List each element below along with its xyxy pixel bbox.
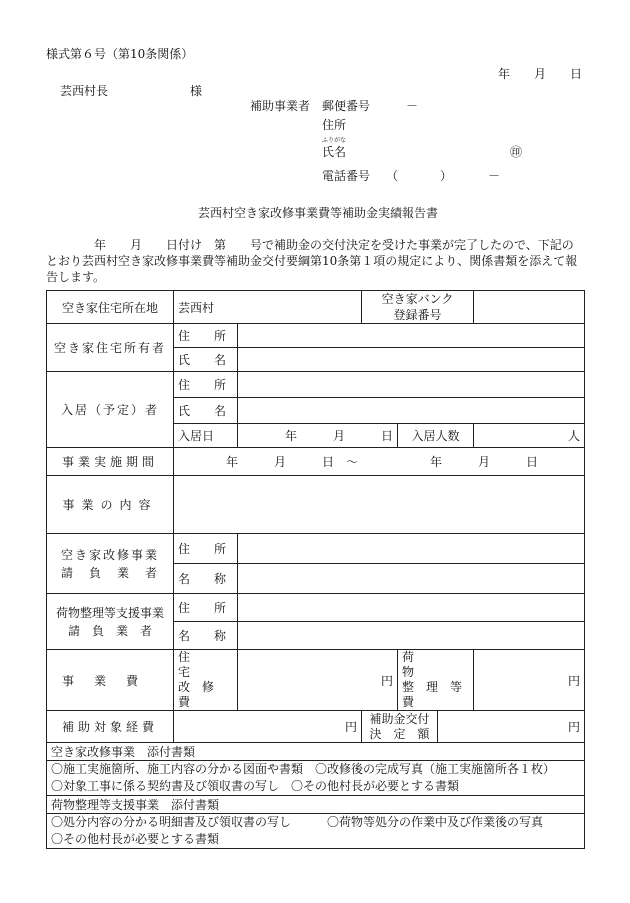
move-in-label: 入居日 <box>174 424 238 448</box>
resident-name-label: 氏 名 <box>174 398 238 424</box>
house-renov-yen: 円 <box>238 650 398 711</box>
location-label: 空き家住宅所在地 <box>47 291 174 324</box>
period-label: 事業実施期間 <box>47 448 174 476</box>
postal-label: 郵便番号 <box>322 99 371 113</box>
cleanup-attach-title: 荷物整理等支援事業 添付書類 <box>47 796 585 814</box>
bank-label-line2: 登録番号 <box>393 308 442 322</box>
decided-line2: 決 定 額 <box>369 726 430 741</box>
subsidy-target-yen: 円 <box>174 711 362 743</box>
resident-address-label: 住 所 <box>174 372 238 398</box>
postal-dash: － <box>406 99 419 113</box>
content-value <box>174 476 585 534</box>
cost-label: 事業費 <box>47 650 174 711</box>
cleanup-company-label: 名 称 <box>174 622 238 650</box>
renov-contractor-line1: 空き家改修事業 <box>60 547 159 562</box>
location-value: 芸西村 <box>174 291 362 324</box>
cleanup-cost-line2: 整 理 等 費 <box>402 680 475 709</box>
owner-name-value <box>238 348 585 372</box>
cleanup-contractor-line2: 請 負 業 者 <box>67 623 152 638</box>
owner-address-label: 住 所 <box>174 324 238 348</box>
cleanup-cost-yen: 円 <box>474 650 585 711</box>
furigana-label: ふりがな <box>322 137 347 144</box>
house-renov-line2: 改 修 費 <box>178 680 227 709</box>
renov-attach-line2: 〇対象工事に係る契約書及び領収書の写し 〇その他村長が必要とする書類 <box>51 779 460 793</box>
bank-label-line1: 空き家バンク <box>381 292 454 306</box>
house-renov-label <box>174 650 238 711</box>
renov-company-value <box>238 564 585 594</box>
house-renov-line1: 住 宅 <box>178 650 227 679</box>
decided-line1: 補助金交付 <box>369 711 430 726</box>
renov-address-label: 住 所 <box>174 534 238 564</box>
honorific: 様 <box>190 84 203 98</box>
form-number: 様式第６号（第10条関係） <box>46 47 194 61</box>
renov-address-value <box>238 534 585 564</box>
name-label: 氏名 <box>322 145 347 159</box>
resident-address-value <box>238 372 585 398</box>
bank-label <box>362 291 474 324</box>
cleanup-attach-line1: 〇処分内容の分かる明細書及び領収書の写し 〇荷物等処分の作業中及び作業後の写真 <box>51 815 544 829</box>
date-line: 年 月 日 <box>498 67 583 81</box>
resident-name-value <box>238 398 585 424</box>
renov-company-label: 名 称 <box>174 564 238 594</box>
cleanup-contractor-label <box>47 594 174 650</box>
cleanup-address-value <box>238 594 585 622</box>
cleanup-attach-line2: 〇その他村長が必要とする書類 <box>51 832 220 846</box>
cleanup-contractor-line1: 荷物整理等支援事業 <box>55 605 164 620</box>
document-title: 芸西村空き家改修事業費等補助金実績報告書 <box>198 206 439 220</box>
seal-icon: ㊞ <box>510 145 523 159</box>
owner-address-value <box>238 324 585 348</box>
cleanup-cost-line1: 荷 物 <box>402 650 463 679</box>
bank-number-value <box>474 291 585 324</box>
move-in-date: 年 月 日 <box>238 424 398 448</box>
renov-contractor-line2: 請 負 業 者 <box>60 565 159 580</box>
applicant-role: 補助事業者 <box>250 99 311 113</box>
renov-attach-line1: 〇施工実施箇所、施工内容の分かる図面や書類 〇改修後の完成写真（施工実施箇所各１枚） <box>51 762 556 776</box>
owner-label: 空き家住宅所有者 <box>47 324 174 372</box>
content-label: 事業の内容 <box>47 476 174 534</box>
phone-close: ） <box>440 169 453 183</box>
cleanup-cost-label <box>398 650 474 711</box>
decided-amount-label <box>362 711 438 743</box>
phone-label: 電話番号 <box>322 169 371 183</box>
period-value: 年 月 日 ～ 年 月 日 <box>174 448 585 476</box>
addressee: 芸西村長 <box>60 84 109 98</box>
resident-count-label: 入居人数 <box>398 424 474 448</box>
cleanup-attach-list <box>47 814 585 849</box>
person-unit: 人 <box>474 424 585 448</box>
owner-name-label: 氏 名 <box>174 348 238 372</box>
cleanup-address-label: 住 所 <box>174 594 238 622</box>
subsidy-target-label: 補助対象経費 <box>47 711 174 743</box>
resident-label: 入居（予定）者 <box>47 372 174 448</box>
decided-amount-yen: 円 <box>438 711 585 743</box>
renov-attach-title: 空き家改修事業 添付書類 <box>47 743 585 761</box>
phone-open: （ <box>386 169 399 183</box>
renov-attach-list <box>47 761 585 796</box>
address-label: 住所 <box>322 118 347 132</box>
renov-contractor-label <box>47 534 174 594</box>
cleanup-company-value <box>238 622 585 650</box>
phone-dash: － <box>488 169 501 183</box>
report-table <box>46 290 585 849</box>
body-text: 年 月 日付け 第 号で補助金の交付決定を受けた事業が完了したので、下記のとおり芸西村空き家改修事業費等補助金交付要綱第10条第１項の規定により、関係書類を添えて報告します。 <box>46 238 578 284</box>
